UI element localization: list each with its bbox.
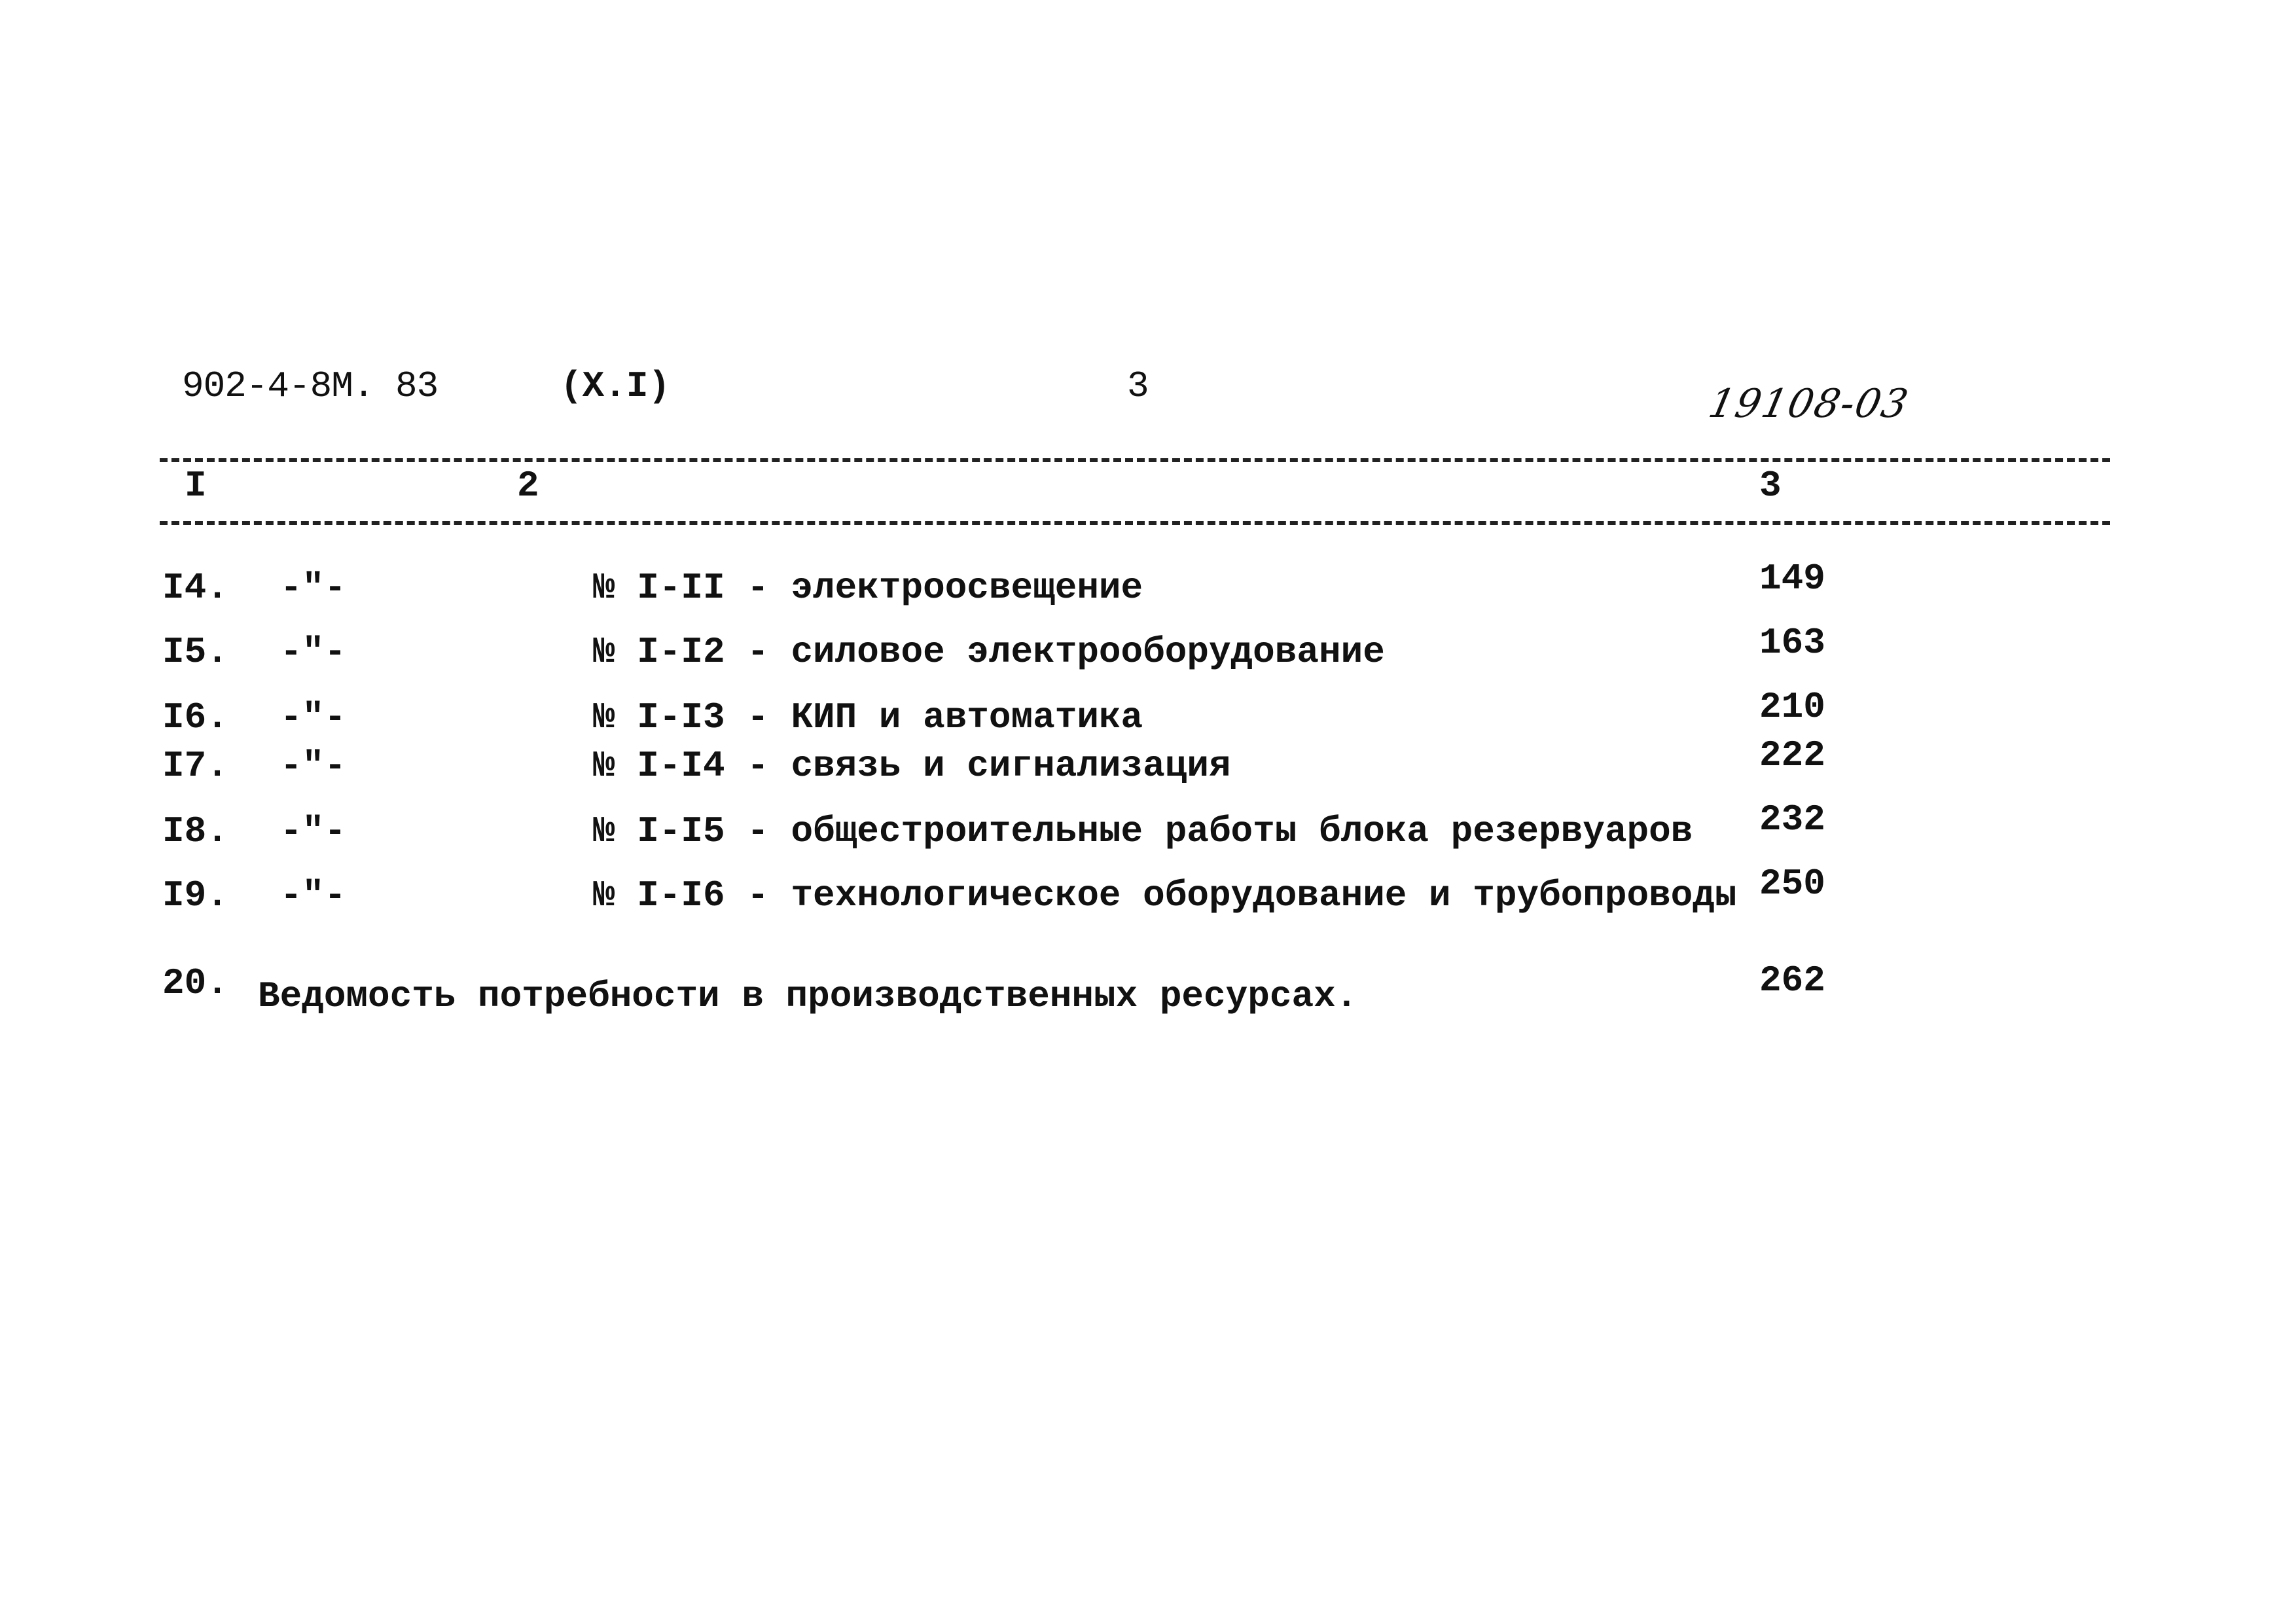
row-number: I8. [162, 810, 228, 852]
row-ditto-mark: -"- [280, 810, 346, 852]
handwritten-inventory-number: 19108-03 [1704, 381, 1913, 427]
row-page: 232 [1759, 799, 1825, 840]
row-ditto-mark: -"- [280, 631, 346, 673]
row-number: I9. [162, 875, 228, 916]
column-number-3: 3 [1759, 465, 1782, 507]
row-title: № I-I2 - силовое электрооборудование [593, 631, 1385, 673]
row-title: № I-I4 - связь и сигнализация [593, 745, 1231, 787]
row-number: I4. [162, 567, 228, 609]
dashed-rule-bottom [160, 521, 2110, 525]
column-number-1: I [185, 465, 207, 507]
row-page: 149 [1759, 558, 1825, 600]
row-ditto-mark: -"- [280, 567, 346, 609]
row-title: № I-I5 - общестроительные работы блока резервуаров [593, 810, 1693, 852]
row-page: 262 [1759, 960, 1825, 1001]
row-number: I7. [162, 745, 228, 787]
row-page: 163 [1759, 622, 1825, 664]
row-title: № I-II - электроосвещение [593, 567, 1143, 609]
row-ditto-mark: -"- [280, 745, 346, 787]
row-number: I6. [162, 696, 228, 738]
row-page: 222 [1759, 734, 1825, 776]
row-page: 210 [1759, 686, 1825, 728]
document-code: 902-4-8М. 83 [182, 365, 439, 407]
row-title: № I-I6 - технологическое оборудование и трубопроводы [593, 875, 1737, 916]
column-number-2: 2 [517, 465, 539, 507]
row-ditto-mark: -"- [280, 875, 346, 916]
row-page: 250 [1759, 863, 1825, 905]
dashed-rule-top [160, 458, 2110, 462]
row-title: Ведомость потребности в производственных ресурсах. [258, 975, 1358, 1017]
row-number: I5. [162, 631, 228, 673]
row-title: № I-I3 - КИП и автоматика [593, 696, 1143, 738]
row-ditto-mark: -"- [280, 696, 346, 738]
row-number: 20. [162, 962, 228, 1004]
page-number: 3 [1127, 365, 1149, 407]
part-label: (X.I) [560, 365, 671, 407]
